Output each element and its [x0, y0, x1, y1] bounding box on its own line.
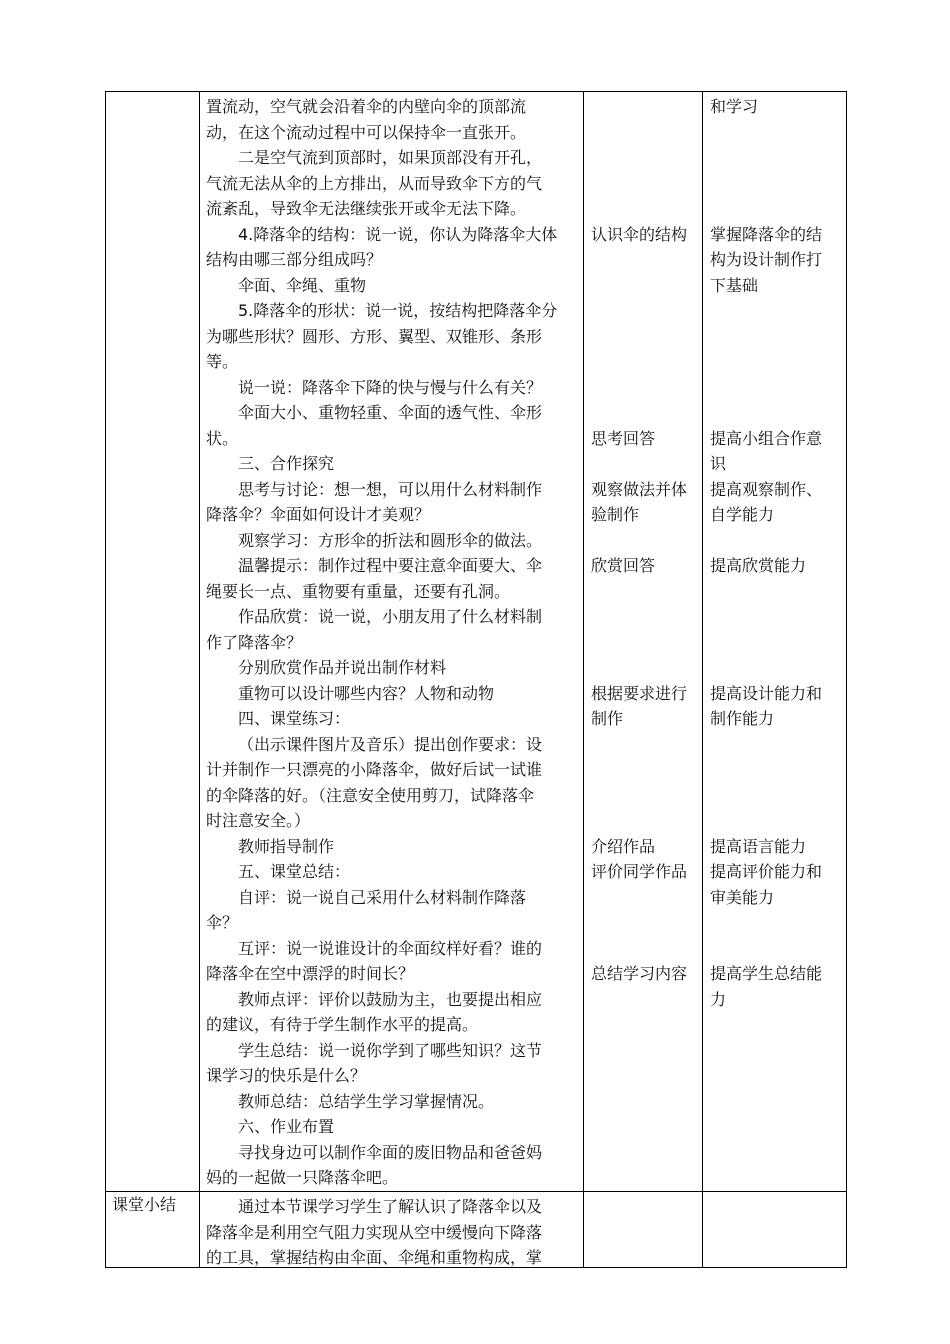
design-intent-line: 提高语言能力 — [710, 836, 807, 856]
content-line: 计并制作一只漂亮的小降落伞，做好后试一试谁 — [206, 760, 543, 779]
content-line: 5.降落伞的形状：说一说，按结构把降落伞分 — [238, 301, 558, 320]
summary-line: 的工具，掌握结构由伞面、伞绳和重物构成，掌 — [206, 1248, 543, 1267]
content-line: 伞面大小、重物轻重、伞面的透气性、伞形 — [238, 403, 543, 422]
design-intent-line: 提高设计能力和 — [710, 683, 823, 703]
design-intent-line: 识 — [710, 454, 727, 473]
content-line: 4.降落伞的结构：说一说，你认为降落伞大体 — [238, 224, 558, 244]
summary-content-cell — [200, 1192, 584, 1268]
content-line: 互评：说一说谁设计的伞面纹样好看？谁的 — [238, 938, 543, 958]
design-intent-line: 自学能力 — [710, 505, 775, 524]
student-activity-line: 验制作 — [591, 505, 640, 524]
content-line: 气流无法从伞的上方排出，从而导致伞下方的气 — [206, 173, 543, 193]
content-line: 置流动，空气就会沿着伞的内壁向伞的顶部流 — [206, 97, 527, 116]
design-intent-line: 下基础 — [710, 275, 759, 295]
content-line: 的建议，有待于学生制作水平的提高。 — [206, 1015, 479, 1034]
design-intent-line: 构为设计制作打 — [710, 250, 823, 269]
content-line: 分别欣赏作品并说出制作材料 — [238, 658, 447, 677]
content-line: 伞？ — [206, 913, 239, 932]
content-line: 教师总结：总结学生学习掌握情况。 — [238, 1091, 495, 1111]
summary-label-cell — [106, 1192, 200, 1268]
content-line: （出示课件图片及音乐）提出创作要求：设 — [238, 734, 543, 754]
content-line: 教师点评：评价以鼓励为主，也要提出相应 — [238, 989, 543, 1009]
content-line: 为哪些形状？圆形、方形、翼型、双锥形、条形 — [206, 326, 543, 346]
teaching-process-row — [106, 92, 847, 1192]
lesson-plan-table — [105, 91, 847, 1268]
content-line: 教师指导制作 — [238, 836, 335, 856]
row-label-cell — [106, 92, 200, 1192]
design-intent-line: 提高学生总结能 — [710, 964, 823, 983]
design-intent-cell — [703, 92, 847, 1192]
summary-label: 课堂小结 — [112, 1195, 177, 1214]
student-activity-line: 介绍作品 — [591, 836, 656, 856]
student-activity-line: 评价同学作品 — [591, 862, 688, 881]
content-line: 妈的一起做一只降落伞吧。 — [206, 1168, 399, 1187]
content-line: 重物可以设计哪些内容？人物和动物 — [238, 683, 495, 703]
student-activity-line: 认识伞的结构 — [591, 224, 688, 244]
content-line: 温馨提示：制作过程中要注意伞面要大、伞 — [238, 556, 543, 575]
content-line: 二是空气流到顶部时，如果顶部没有开孔， — [238, 148, 543, 167]
content-line: 结构由哪三部分组成吗？ — [206, 250, 383, 269]
content-line: 课学习的快乐是什么？ — [206, 1066, 367, 1085]
content-line: 作品欣赏：说一说，小朋友用了什么材料制 — [238, 607, 543, 626]
content-line: 伞面、伞绳、重物 — [238, 275, 367, 295]
summary-line: 降落伞是利用空气阻力实现从空中缓慢向下降落 — [206, 1222, 543, 1242]
design-intent-line: 力 — [710, 989, 727, 1009]
design-intent-line: 掌握降落伞的结 — [710, 224, 823, 244]
summary-student-cell — [584, 1192, 703, 1268]
content-line: 说一说：降落伞下降的快与慢与什么有关？ — [238, 377, 543, 397]
design-intent-line: 提高评价能力和 — [710, 862, 823, 881]
content-line: 寻找身边可以制作伞面的废旧物品和爸爸妈 — [238, 1142, 543, 1162]
student-activity-line: 总结学习内容 — [591, 964, 688, 983]
content-line: 六、作业布置 — [238, 1117, 335, 1136]
content-line: 等。 — [206, 352, 239, 371]
summary-line: 通过本节课学习学生了解认识了降落伞以及 — [238, 1197, 543, 1216]
content-line: 三、合作探究 — [238, 454, 335, 473]
student-activity-line: 欣赏回答 — [591, 556, 656, 575]
content-line: 五、课堂总结： — [238, 862, 351, 881]
student-activity-cell — [584, 92, 703, 1192]
content-line: 降落伞在空中漂浮的时间长？ — [206, 964, 415, 983]
content-line: 学生总结：说一说你学到了哪些知识？这节 — [238, 1040, 543, 1060]
student-activity-line: 根据要求进行 — [591, 683, 688, 703]
content-line: 作了降落伞？ — [206, 632, 303, 652]
student-activity-line: 思考回答 — [591, 428, 656, 448]
student-activity-line: 观察做法并体 — [591, 479, 688, 499]
student-activity-line: 制作 — [591, 709, 624, 728]
design-intent-line: 和学习 — [710, 97, 759, 116]
content-line: 观察学习：方形伞的折法和圆形伞的做法。 — [238, 530, 543, 550]
content-line: 状。 — [206, 428, 239, 448]
design-intent-line: 审美能力 — [710, 887, 775, 907]
design-intent-line: 制作能力 — [710, 709, 775, 728]
design-intent-line: 提高欣赏能力 — [710, 556, 807, 575]
content-line: 自评：说一说自己采用什么材料制作降落 — [238, 887, 527, 907]
content-line: 动，在这个流动过程中可以保持伞一直张开。 — [206, 122, 527, 142]
content-line: 时注意安全。） — [206, 811, 311, 830]
content-line: 降落伞？伞面如何设计才美观？ — [206, 505, 431, 524]
teaching-content-cell — [200, 92, 584, 1192]
content-line: 四、课堂练习： — [238, 709, 351, 728]
content-line: 流紊乱，导致伞无法继续张开或伞无法下降。 — [206, 199, 527, 218]
summary-intent-cell — [703, 1192, 847, 1268]
content-line: 的伞降落的好。（注意安全使用剪刀，试降落伞 — [206, 785, 535, 805]
content-line: 思考与讨论：想一想，可以用什么材料制作 — [238, 479, 543, 499]
design-intent-line: 提高观察制作、 — [710, 479, 823, 499]
content-line: 绳要长一点、重物要有重量，还要有孔洞。 — [206, 581, 511, 601]
summary-row — [106, 1192, 847, 1268]
design-intent-line: 提高小组合作意 — [710, 428, 823, 448]
